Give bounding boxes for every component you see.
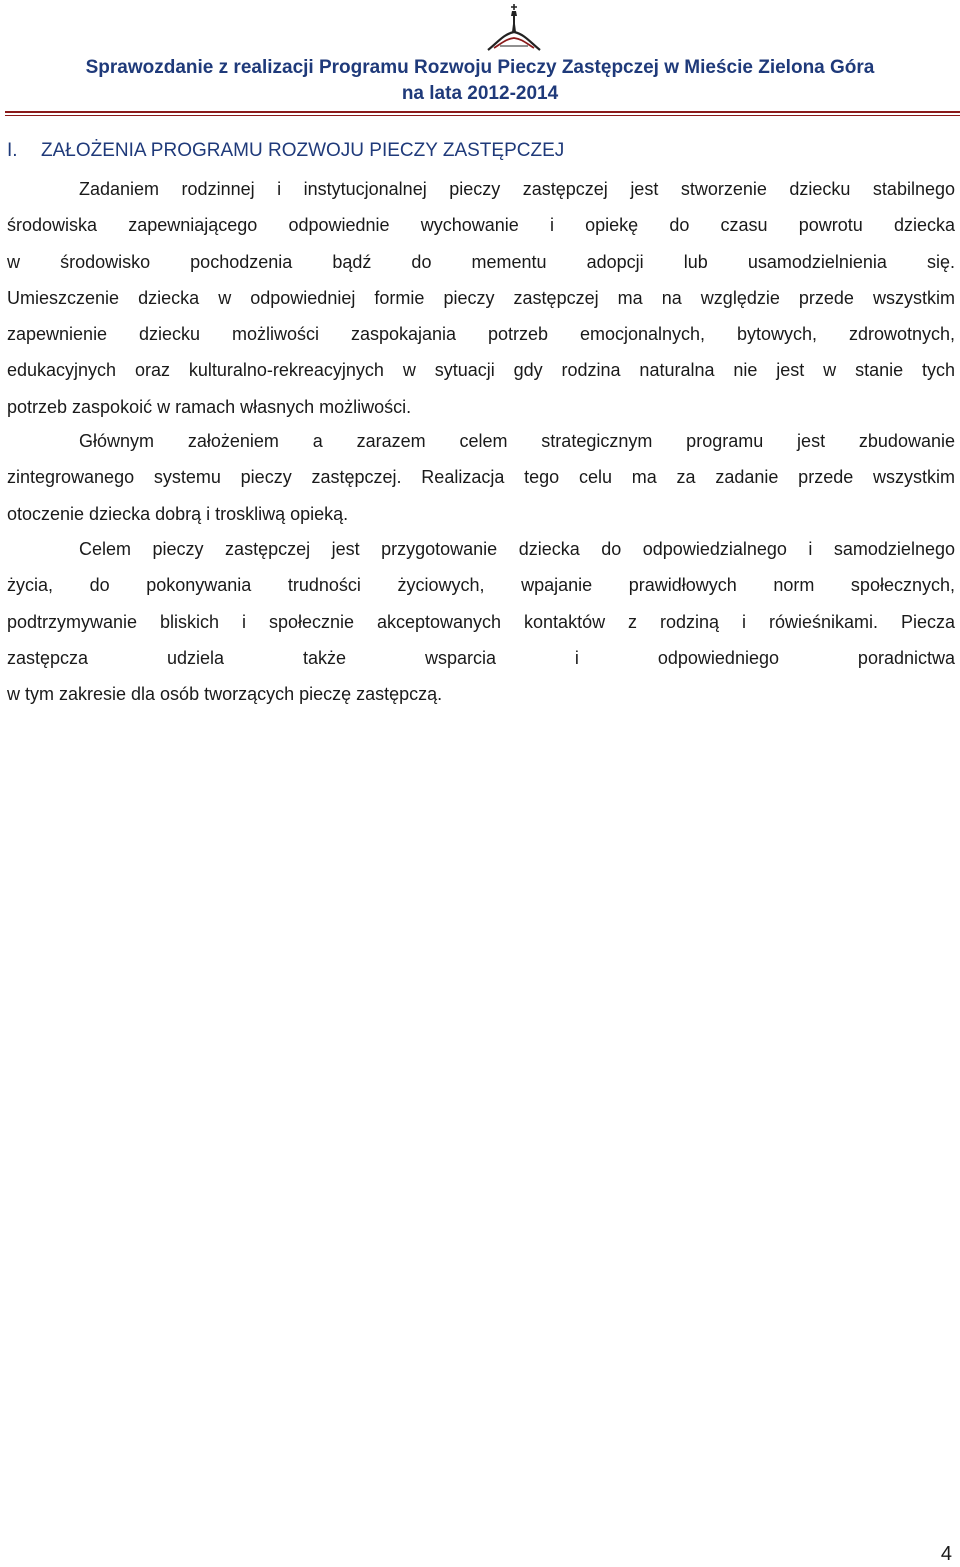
paragraph-line: życia, do pokonywania trudności życiowych, wpajanie prawidłowych norm społecznych, — [7, 575, 955, 596]
paragraph-line: podtrzymywanie bliskich i społecznie akceptowanych kontaktów z rodziną i rówieśnikami. Piecza — [7, 611, 955, 632]
section-heading — [7, 136, 564, 166]
paragraph-line: Głównym założeniem a zarazem celem strategicznym programu jest zbudowanie — [79, 431, 955, 451]
section-title: ZAŁOŻENIA PROGRAMU ROZWOJU PIECZY ZASTĘPCZEJ — [41, 140, 565, 161]
paragraph-2 — [7, 423, 955, 532]
paragraph-line: środowiska zapewniającego odpowiednie wychowanie i opiekę do czasu powrotu dziecka — [7, 215, 955, 236]
paragraph-line: zintegrowanego systemu pieczy zastępczej. Realizacja tego celu ma za zadanie przede wszystkim — [7, 467, 955, 488]
page-number: 4 — [940, 1543, 952, 1565]
paragraph-line: Zadaniem rodzinnej i instytucjonalnej pieczy zastępczej jest stworzenie dziecku stabilnego — [79, 179, 955, 199]
city-crest-icon — [484, 2, 544, 56]
paragraph-line: w tym zakresie dla osób tworzących pieczę zastępczą. — [7, 684, 443, 705]
paragraph-3 — [7, 531, 955, 712]
section-number: I. — [7, 140, 18, 161]
report-subtitle: na lata 2012-2014 — [401, 83, 559, 104]
paragraph-line: Umieszczenie dziecka w odpowiedniej formie pieczy zastępczej ma na względzie przede wszystkim — [7, 287, 955, 308]
paragraph-1 — [7, 171, 955, 425]
paragraph-line: Celem pieczy zastępczej jest przygotowanie dziecka do odpowiedzialnego i samodzielnego — [79, 539, 955, 559]
header-divider — [5, 111, 960, 113]
paragraph-line: otoczenie dziecka dobrą i troskliwą opieką. — [7, 503, 349, 524]
paragraph-line: w środowisko pochodzenia bądź do mementu adopcji lub usamodzielnienia się. — [7, 251, 955, 272]
paragraph-line: potrzeb zaspokoić w ramach własnych możliwości. — [7, 396, 412, 417]
paragraph-line: zastępcza udziela także wsparcia i odpowiedniego poradnictwa — [7, 647, 955, 668]
header-divider-thin — [5, 115, 960, 116]
paragraph-line: zapewnienie dziecku możliwości zaspokajania potrzeb emocjonalnych, bytowych, zdrowotnych, — [7, 324, 955, 345]
report-title: Sprawozdanie z realizacji Programu Rozwoju Pieczy Zastępczej w Mieście Zielona Góra — [85, 57, 875, 78]
paragraph-line: edukacyjnych oraz kulturalno-rekreacyjnych w sytuacji gdy rodzina naturalna nie jest w stanie tych — [7, 360, 955, 381]
